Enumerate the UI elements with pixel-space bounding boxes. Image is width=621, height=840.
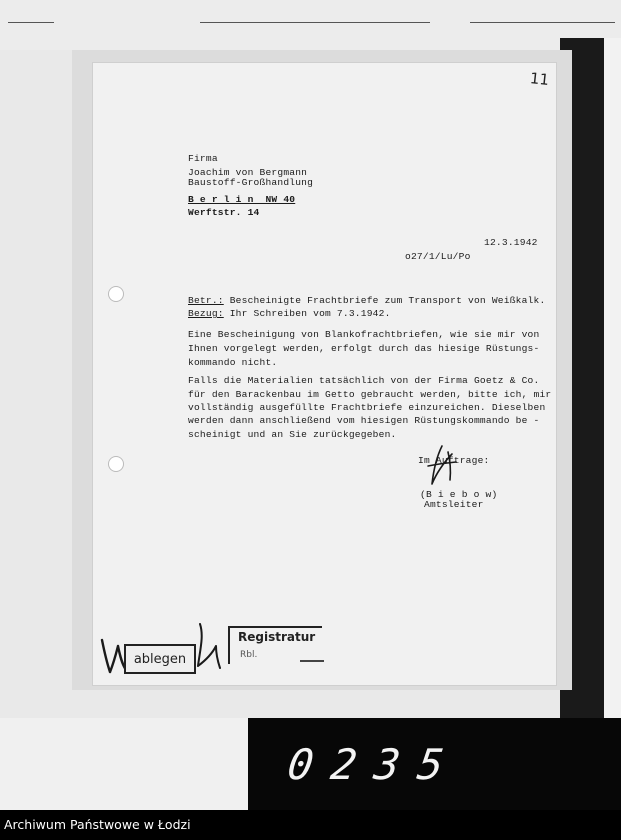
closing-im-auftrage: Im Auftrage: [418,455,490,466]
ablegen-stamp: ablegen [124,644,196,674]
scan-frame-top [0,0,621,50]
registratur-label: Registratur [238,630,316,644]
recipient-line: Baustoff-Großhandlung [188,177,314,188]
reference-line [188,307,391,321]
body-line: Eine Bescheinigung von Blankofrachtbriefen, wie sie mir von [188,329,540,340]
handwritten-mark [192,620,226,672]
stamp-line [300,660,324,662]
recipient-city: B e r l i n NW 40 [188,194,296,205]
body-line: vollständig ausgefüllte Frachtbriefe einzureichen. Dieselben [188,402,546,413]
reel-number-strip [248,718,621,810]
frame-rule [470,22,615,23]
body-line: Ihnen vorgelegt werden, erfolgt durch das hiesige Rüstungs- [188,343,540,354]
film-edge [604,38,621,718]
betr-text: Bescheinigte Frachtbriefe zum Transport von Weißkalk. [223,295,546,306]
reference-number: o27/1/Lu/Po [405,251,471,262]
bezug-text: Ihr Schreiben vom 7.3.1942. [223,308,391,319]
recipient-line: Joachim von Bergmann [188,167,308,178]
body-line: Falls die Materialien tatsächlich von der Firma Goetz & Co. [188,375,540,386]
reel-number: 0235 [284,740,465,789]
recipient-line: Firma [188,153,218,164]
body-line: kommando nicht. [188,357,278,368]
punch-hole [109,287,123,301]
registratur-sub-label: Rbl. [240,650,258,660]
punch-hole [109,457,123,471]
signatory-name: (B i e b o w) [420,489,498,500]
body-line: für den Barackenbau im Getto gebraucht werden, bitte ich, mir [188,389,552,400]
signature-mark [424,444,460,486]
subject-line [188,294,545,308]
body-line: werden dann anschließend vom hiesigen Rüstungskommando be - [188,415,540,426]
archive-label: Archiwum Państwowe w Łodzi [0,810,621,840]
body-line: scheinigt und an Sie zurückgegeben. [188,429,397,440]
frame-rule [200,22,430,23]
registratur-stamp [228,626,322,664]
betr-label: Betr.: [188,295,224,306]
recipient-street: Werftstr. 14 [188,207,260,218]
letter-date: 12.3.1942 [484,237,538,248]
signatory-title: Amtsleiter [424,499,484,510]
frame-rule [8,22,54,23]
page-number: 11 [529,69,550,89]
bezug-label: Bezug: [188,308,224,319]
